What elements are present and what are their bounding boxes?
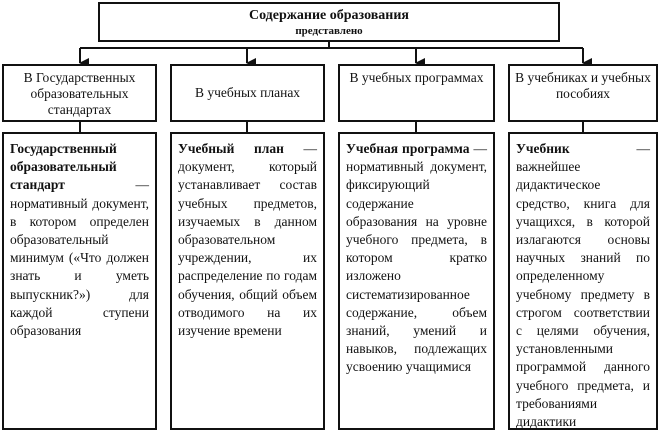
category-label: В учебниках и учебных пособиях bbox=[515, 70, 651, 101]
definition-text: — важнейшее дидактическое средство, книга для учащихся, в которой излагаются основы научных знаний по определенному учебному предмету в строгом соответствии с целями обучения, установленными программой данного учебного предмета, и требованиями дидактики bbox=[516, 141, 650, 430]
category-label: В Государственных образовательных стандартах bbox=[23, 70, 136, 117]
header-title: Содержание образования bbox=[248, 8, 410, 23]
definition-term: Государственный образовательный стандарт bbox=[10, 141, 117, 193]
definition-term: Учебный план bbox=[178, 141, 284, 156]
category-label: В учебных планах bbox=[194, 85, 301, 100]
definition-standard bbox=[2, 132, 157, 430]
definition-textbook bbox=[508, 132, 658, 430]
category-programs bbox=[338, 64, 495, 122]
header-box bbox=[98, 2, 560, 42]
definition-term: Учебная программа bbox=[346, 141, 470, 156]
definition-text: — нормативный документ, фиксирующий содержание образования на уровне учебного предмета, в котором кратко изложено систематизированное содержание, объем знаний, умений и навыков, подлежащих усвоению учащимися bbox=[346, 141, 487, 375]
definition-text: — нормативный документ, в котором определен образовательный минимум («Что должен знать и уметь выпускник?») для каждой ступени образования bbox=[10, 177, 149, 339]
definition-program bbox=[338, 132, 495, 430]
category-plans bbox=[170, 64, 325, 122]
category-label: В учебных программах bbox=[349, 70, 484, 85]
category-standards bbox=[2, 64, 157, 122]
header-subtitle: представлено bbox=[295, 25, 363, 37]
definition-term: Учебник bbox=[516, 141, 570, 156]
definition-text: — документ, который устанавливает состав учебных предметов, изучаемых в данном образовательном учреждении, их распределение по годам обучения, общий объем отводимого на их изучение времени bbox=[178, 141, 317, 339]
definition-plan bbox=[170, 132, 325, 430]
category-textbooks bbox=[508, 64, 658, 122]
